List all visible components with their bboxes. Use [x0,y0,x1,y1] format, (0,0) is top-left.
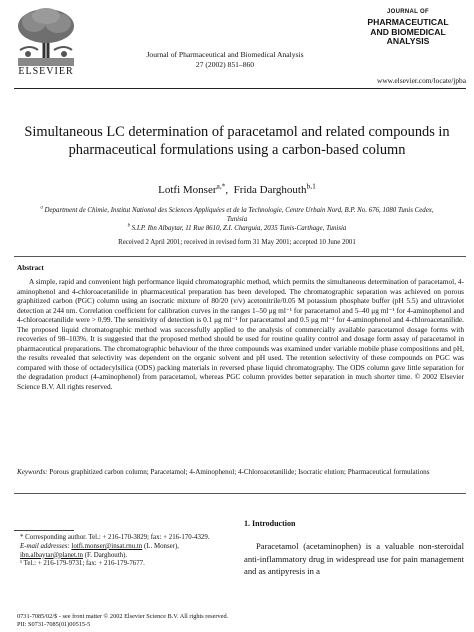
article-title: Simultaneous LC determination of paracetamol and related compounds in pharmaceutical formulations using a carbon-based column [24,124,450,158]
copyright-line: 0731-7085/02/$ - see front matter © 2002 Elsevier Science B.V. All rights reserved. [17,613,229,620]
affiliation-b [30,225,444,234]
journal-brand-line: PHARMACEUTICAL [367,17,449,27]
received-dates: Received 2 April 2001; received in revised form 31 May 2001; accepted 10 June 2001 [118,239,356,246]
header-divider [14,88,466,89]
footnotes [20,534,228,569]
journal-name: Journal of Pharmaceutical and Biomedical Analysis [146,50,304,59]
journal-brand-small: JOURNAL OF [387,9,429,15]
intro-paragraph: Paracetamol (acetaminophen) is a valuable non-steroidal anti-inflammatory drug in widespread use for pain management and as antipyresis in a [244,541,464,576]
author-superscript: a,* [216,181,226,191]
affiliation-text: Department de Chimie, Institut National des Sciences Appliquées et de la Technologie, Centre Urbain Nord, B.P. No. 676, 1080 Tunis Cedex, Tunisia [44,207,434,223]
abstract-body: A simple, rapid and convenient high performance liquid chromatographic method, which permits the simultaneous determination of paracetamol, 4-aminophenol and 4-chloroacetanilide in pharmaceutical preparation has been developed. The chromatographic separation was achieved on porous graphitized carbon (PGC) column using an isocratic mixture of 80/20 (v/v) acetonitrile/0.05 M potassium phosphate buffer (pH 5.5) and ultraviolet detection at 244 nm. Correlation coefficient for calibration curves in the ranges 1–50 μg ml⁻¹ for paracetamol and 5–40 μg ml⁻¹ for 4-aminophenol and 4-chloroacetanilide were > 0.99. The sensitivity of detection is 0.1 μg ml⁻¹ for paracetamol and 0.5 μg ml⁻¹ for 4-aminophenol and 4-chloroacetanilide. The proposed liquid chromatographic method was successfully applied to the analysis of commercially available paracetamol dosage forms with recoveries of 98–103%. It is suggested that the proposed method should be used for routine quality control and dosage form assay of paracetamol in pharmaceutical preparations. The chromatographic behaviour of the three compounds was examined under variable mobile phase compositions and pH, the results revealed that selectivity was dependent on the organic solvent and pH used. The retention selectivity of these compounds on PGC was compared with those of octadecylsilica (ODS) packing materials in reversed phase liquid chromatography. The ODS column gave little separation for the degradation product (4-aminophenol) from paracetamol, whereas PGC column provides better separation in much shorter time. © 2002 Elsevier Science B.V. All rights reserved. [17,277,464,391]
keywords-divider [14,493,466,494]
journal-brand-line: ANALYSIS [386,36,430,46]
keywords-list: Porous graphitized carbon column; Paracetamol; 4-Aminophenol; 4-Chloroacetanilide; Isocratic elution; Pharmaceutical formulations [49,468,430,476]
keywords-label: Keywords: [17,468,48,476]
keywords [17,468,464,477]
email-label: E-mail addresses: [20,542,70,550]
pii-identifier: PII: S0731-7085(01)00515-5 [17,621,91,628]
affiliation-a [30,207,444,224]
email-note [20,543,228,561]
email-link[interactable]: ibn.albaytar@planet.tn [20,551,83,559]
author-line [20,181,454,196]
author-superscript: b,1 [306,181,316,191]
footnote-divider [14,530,74,531]
author-name: Frida Darghouth [233,184,307,196]
journal-brand-title [352,18,464,47]
author-separator: , [225,184,229,196]
email-owner: (F. Darghouth). [84,551,128,559]
phone-note: ¹ Tel.: + 216-179-9731; fax: + 216-179-7677. [20,560,145,568]
abstract-heading: Abstract [17,264,44,272]
section-heading: 1. Introduction [244,519,296,528]
abstract-divider [14,256,466,257]
journal-brand-line: AND BIOMEDICAL [370,26,446,37]
corresponding-author-note: * Corresponding author. Tel.: + 216-170-3829; fax: + 216-170-4329. [20,534,210,541]
email-link[interactable]: lotfi.monser@insat.rnu.tn [71,542,143,550]
affiliation-text: S.I.P. Ibn Albaytar, 11 Rue 8610, Z.I. Charguia, 2035 Tunis-Carthage, Tunisia [131,225,347,232]
author-name: Lotfi Monser [158,184,217,196]
elsevier-tree-logo [14,6,78,68]
journal-url[interactable]: www.elsevier.com/locate/jpba [377,76,466,85]
affiliation-marker: a [40,205,43,211]
journal-citation [110,50,340,70]
journal-volume: 27 (2002) 851–860 [195,60,255,69]
publisher-name: ELSEVIER [18,66,74,77]
journal-brand [352,9,464,47]
email-owner: (L. Monser), [144,542,180,550]
affiliation-marker: b [127,223,130,229]
